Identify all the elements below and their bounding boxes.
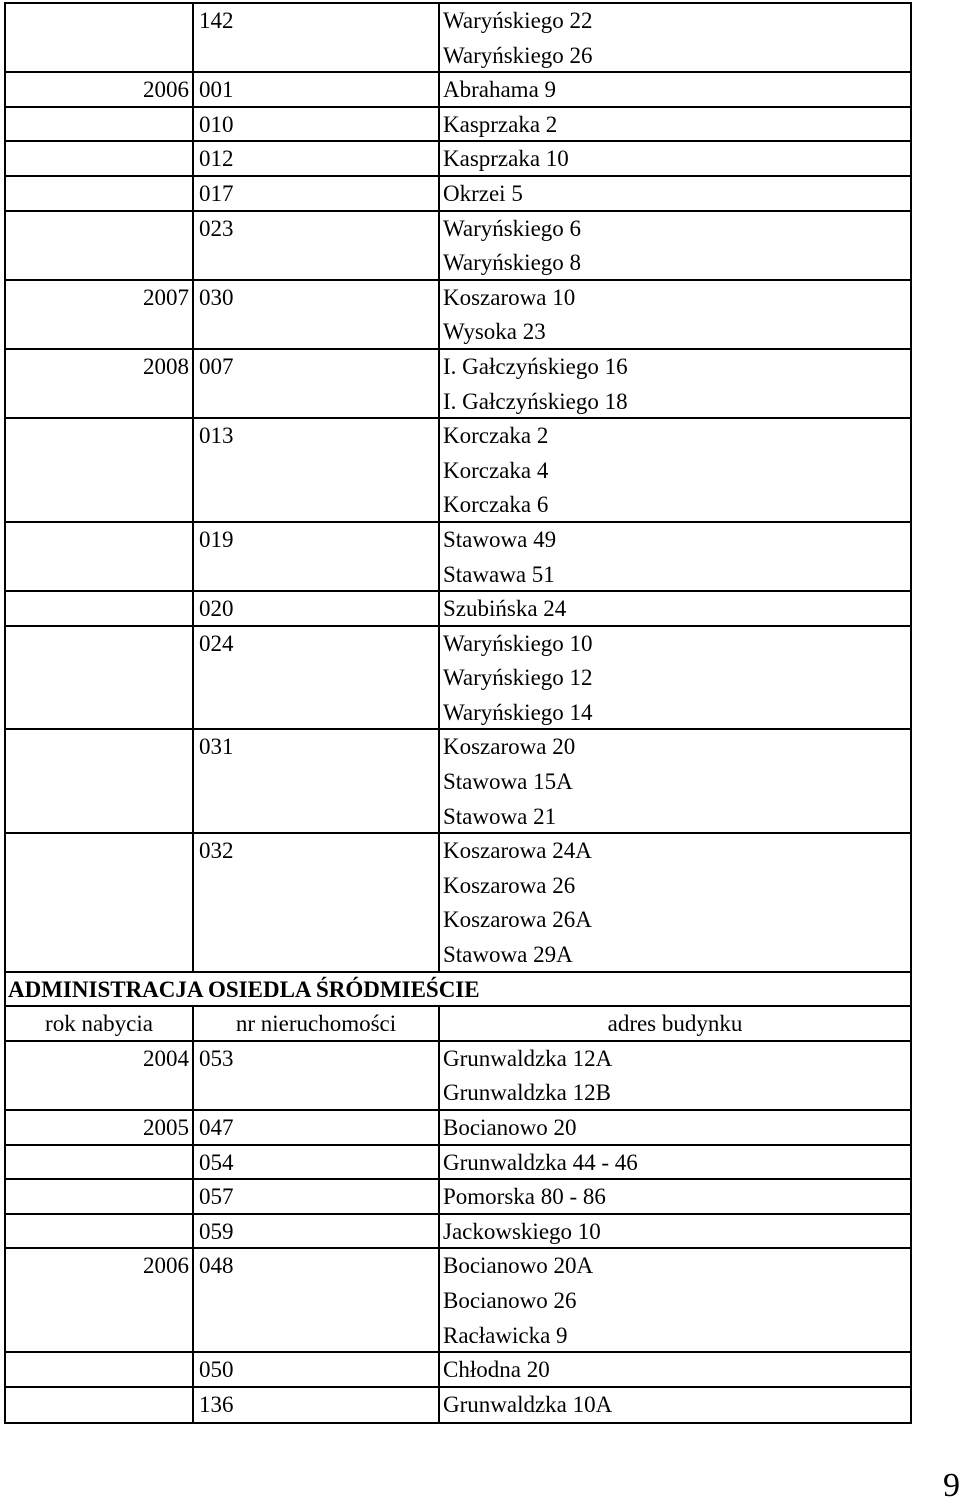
address-cell: Waryńskiego 14 bbox=[443, 699, 593, 725]
property-number-cell: 048 bbox=[194, 1249, 440, 1284]
table-row bbox=[6, 385, 910, 420]
year-cell bbox=[6, 730, 194, 765]
year-cell bbox=[6, 454, 194, 489]
property-number-cell bbox=[194, 385, 440, 418]
property-number-cell: 057 bbox=[194, 1180, 440, 1213]
page-number: 9 bbox=[943, 1467, 960, 1504]
property-number-cell: 010 bbox=[194, 108, 440, 141]
property-number-cell bbox=[194, 454, 440, 489]
table-row bbox=[6, 315, 910, 350]
property-number-cell bbox=[194, 558, 440, 591]
table-row bbox=[6, 696, 910, 731]
address-cell: Okrzei 5 bbox=[443, 180, 523, 206]
property-number-cell bbox=[194, 1076, 440, 1109]
year-cell bbox=[6, 765, 194, 800]
address-cell: Stawowa 49 bbox=[443, 526, 557, 552]
year-cell bbox=[6, 1319, 194, 1352]
table-row bbox=[6, 903, 910, 938]
property-number-cell bbox=[194, 315, 440, 348]
year-cell bbox=[6, 1146, 194, 1179]
address-cell: Stawowa 29A bbox=[443, 942, 573, 968]
table-row bbox=[6, 627, 910, 662]
year-cell bbox=[6, 212, 194, 247]
table-row bbox=[6, 800, 910, 835]
table-row bbox=[6, 281, 910, 316]
year-cell bbox=[6, 627, 194, 662]
property-number-cell: 032 bbox=[194, 834, 440, 869]
address-cell: Waryńskiego 22 bbox=[443, 8, 593, 33]
address-cell: Grunwaldzka 10A bbox=[443, 1391, 613, 1417]
property-number-cell: 001 bbox=[194, 73, 440, 106]
table-row bbox=[6, 592, 910, 627]
table-row bbox=[6, 108, 910, 143]
address-cell: Racławicka 9 bbox=[443, 1322, 568, 1348]
property-number-cell bbox=[194, 1319, 440, 1352]
year-cell bbox=[6, 246, 194, 279]
top-rows bbox=[6, 4, 910, 973]
year-cell: 2005 bbox=[6, 1111, 194, 1144]
property-number-cell bbox=[194, 1284, 440, 1319]
property-number-cell: 053 bbox=[194, 1042, 440, 1077]
property-number-cell bbox=[194, 696, 440, 729]
table-row bbox=[6, 73, 910, 108]
table-row bbox=[6, 1319, 910, 1354]
property-number-cell bbox=[194, 903, 440, 938]
address-cell: Bocianowo 20A bbox=[443, 1253, 594, 1279]
address-cell: Waryńskiego 26 bbox=[443, 42, 593, 68]
year-cell bbox=[6, 1076, 194, 1109]
address-cell: Koszarowa 24A bbox=[443, 838, 592, 864]
table-row bbox=[6, 246, 910, 281]
property-number-cell: 050 bbox=[194, 1353, 440, 1386]
property-number-cell: 013 bbox=[194, 419, 440, 454]
year-cell bbox=[6, 1180, 194, 1213]
year-cell: 2006 bbox=[6, 1249, 194, 1284]
address-cell: Wysoka 23 bbox=[443, 319, 546, 345]
address-cell: Koszarowa 20 bbox=[443, 734, 576, 760]
year-cell bbox=[6, 592, 194, 625]
year-cell bbox=[6, 1284, 194, 1319]
year-cell bbox=[6, 523, 194, 558]
property-number-cell bbox=[194, 661, 440, 696]
property-number-cell bbox=[194, 869, 440, 904]
address-cell: Pomorska 80 - 86 bbox=[443, 1184, 606, 1210]
address-cell: Grunwaldzka 12B bbox=[443, 1080, 611, 1106]
table-row bbox=[6, 1111, 910, 1146]
year-cell: 2004 bbox=[6, 1042, 194, 1077]
property-number-cell: 054 bbox=[194, 1146, 440, 1179]
table-row bbox=[6, 212, 910, 247]
address-cell: Waryńskiego 12 bbox=[443, 665, 593, 691]
year-cell: 2008 bbox=[6, 350, 194, 385]
table-row bbox=[6, 1388, 910, 1423]
year-cell bbox=[6, 834, 194, 869]
address-cell: Grunwaldzka 44 - 46 bbox=[443, 1149, 638, 1175]
table-row bbox=[6, 1215, 910, 1250]
table-row bbox=[6, 419, 910, 454]
table-row bbox=[6, 142, 910, 177]
year-cell: 2007 bbox=[6, 281, 194, 316]
year-cell: 2006 bbox=[6, 73, 194, 106]
property-number-cell bbox=[194, 39, 440, 72]
address-cell: I. Gałczyńskiego 16 bbox=[443, 353, 628, 379]
table-row bbox=[6, 523, 910, 558]
address-cell: Koszarowa 10 bbox=[443, 284, 576, 310]
property-number-cell bbox=[194, 765, 440, 800]
property-number-cell: 059 bbox=[194, 1215, 440, 1248]
property-number-cell: 030 bbox=[194, 281, 440, 316]
table-row bbox=[6, 454, 910, 489]
year-cell bbox=[6, 488, 194, 521]
address-cell: Waryńskiego 10 bbox=[443, 630, 593, 656]
year-cell bbox=[6, 1388, 194, 1423]
year-cell bbox=[6, 315, 194, 348]
header-row bbox=[6, 1007, 910, 1042]
address-cell: Korczaka 2 bbox=[443, 423, 549, 449]
address-cell: Koszarowa 26A bbox=[443, 907, 592, 933]
property-number-cell: 047 bbox=[194, 1111, 440, 1144]
address-cell: I. Gałczyńskiego 18 bbox=[443, 388, 628, 414]
address-cell: Szubińska 24 bbox=[443, 596, 567, 622]
table-row bbox=[6, 765, 910, 800]
address-cell: Chłodna 20 bbox=[443, 1357, 550, 1383]
address-cell: Koszarowa 26 bbox=[443, 872, 576, 898]
property-number-cell bbox=[194, 488, 440, 521]
year-cell bbox=[6, 142, 194, 175]
section-title: ADMINISTRACJA OSIEDLA ŚRÓDMIEŚCIE bbox=[6, 973, 910, 1008]
address-cell: Kasprzaka 10 bbox=[443, 146, 569, 172]
property-number-cell: 136 bbox=[194, 1388, 440, 1423]
bottom-rows bbox=[6, 1042, 910, 1423]
table-row bbox=[6, 938, 910, 973]
address-cell: Abrahama 9 bbox=[443, 77, 557, 103]
year-cell bbox=[6, 177, 194, 210]
property-number-cell: 023 bbox=[194, 212, 440, 247]
address-cell: Bocianowo 20 bbox=[443, 1115, 577, 1140]
address-cell: Grunwaldzka 12A bbox=[443, 1045, 613, 1071]
year-cell bbox=[6, 869, 194, 904]
table-row bbox=[6, 661, 910, 696]
table-row bbox=[6, 558, 910, 593]
address-cell: Jackowskiego 10 bbox=[443, 1218, 601, 1244]
year-cell bbox=[6, 108, 194, 141]
year-cell bbox=[6, 1215, 194, 1248]
table-row bbox=[6, 1249, 910, 1284]
property-table bbox=[4, 2, 912, 1424]
property-number-cell: 017 bbox=[194, 177, 440, 210]
year-cell bbox=[6, 1353, 194, 1386]
property-number-cell: 142 bbox=[194, 4, 440, 39]
address-cell: Kasprzaka 2 bbox=[443, 111, 558, 137]
property-number-cell: 007 bbox=[194, 350, 440, 385]
property-number-cell bbox=[194, 800, 440, 833]
year-cell bbox=[6, 696, 194, 729]
address-cell: Stawowa 15A bbox=[443, 769, 573, 795]
property-number-cell: 019 bbox=[194, 523, 440, 558]
address-cell: Waryńskiego 6 bbox=[443, 215, 582, 241]
table-row bbox=[6, 488, 910, 523]
table-row bbox=[6, 1353, 910, 1388]
property-number-cell: 012 bbox=[194, 142, 440, 175]
year-cell bbox=[6, 800, 194, 833]
address-cell: Bocianowo 26 bbox=[443, 1287, 577, 1313]
table-row bbox=[6, 834, 910, 869]
property-number-cell: 031 bbox=[194, 730, 440, 765]
property-number-cell bbox=[194, 938, 440, 971]
property-number-cell bbox=[194, 246, 440, 279]
year-cell bbox=[6, 39, 194, 72]
address-cell: Stawowa 21 bbox=[443, 803, 557, 829]
table-row bbox=[6, 350, 910, 385]
address-cell: Stawawa 51 bbox=[443, 561, 555, 587]
year-cell bbox=[6, 558, 194, 591]
table-row bbox=[6, 1284, 910, 1319]
table-row bbox=[6, 869, 910, 904]
table-row bbox=[6, 4, 910, 39]
table-row bbox=[6, 1076, 910, 1111]
year-cell bbox=[6, 4, 194, 39]
property-number-cell: 024 bbox=[194, 627, 440, 662]
address-cell: Korczaka 6 bbox=[443, 492, 549, 518]
property-number-cell: 020 bbox=[194, 592, 440, 625]
year-cell bbox=[6, 903, 194, 938]
year-cell bbox=[6, 385, 194, 418]
header-nr: nr nieruchomości bbox=[194, 1007, 440, 1040]
header-address: adres budynku bbox=[607, 1011, 743, 1037]
address-cell: Waryńskiego 8 bbox=[443, 250, 582, 276]
address-cell: Korczaka 4 bbox=[443, 457, 549, 483]
year-cell bbox=[6, 419, 194, 454]
table-row bbox=[6, 730, 910, 765]
header-year: rok nabycia bbox=[6, 1007, 194, 1040]
year-cell bbox=[6, 938, 194, 971]
year-cell bbox=[6, 661, 194, 696]
table-row bbox=[6, 177, 910, 212]
table-row bbox=[6, 1180, 910, 1215]
table-row bbox=[6, 1042, 910, 1077]
table-row bbox=[6, 1146, 910, 1181]
table-row bbox=[6, 39, 910, 74]
